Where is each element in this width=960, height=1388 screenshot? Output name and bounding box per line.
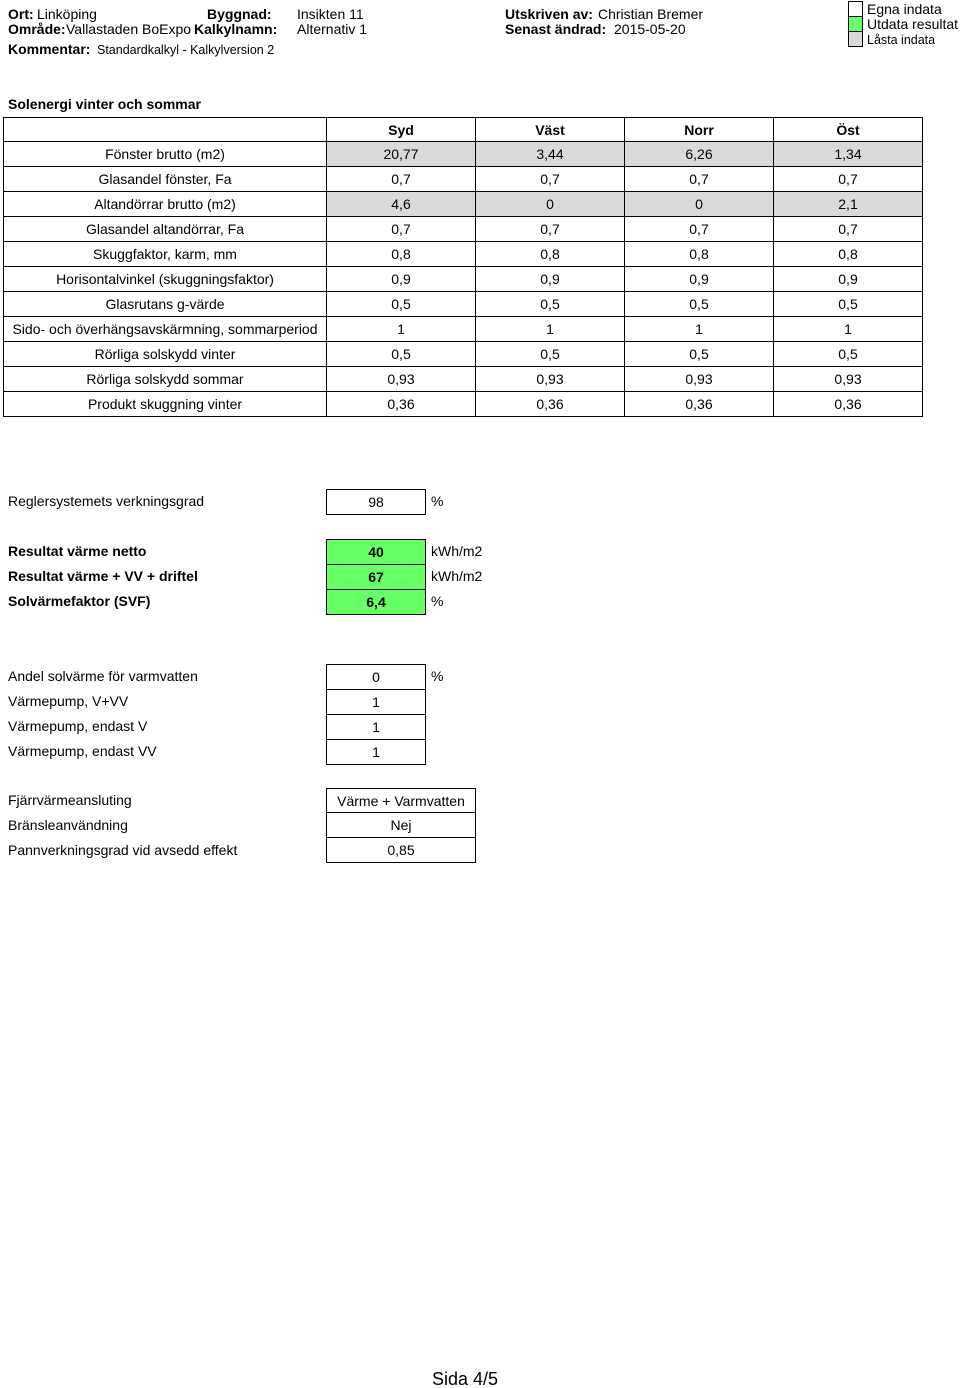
value-cell-syd: 0,7 (327, 167, 476, 192)
district-heating-value: Värme + Varmvatten (326, 788, 476, 814)
value-cell-vast: 0,5 (476, 342, 625, 367)
table-row (4, 242, 923, 267)
control-efficiency-label: Reglersystemets verkningsgrad (8, 493, 205, 509)
location-label: Ort: (8, 6, 34, 22)
value-cell-syd: 0,8 (327, 242, 476, 267)
heat-pump-vv-only-label: Värmepump, endast VV (8, 743, 157, 759)
heat-pump-v-only-value: 1 (326, 714, 426, 740)
legend-label-own-input: Egna indata (867, 1, 942, 17)
result-solar-factor-value: 6,4 (326, 589, 426, 615)
table-row (4, 217, 923, 242)
printed-by-label: Utskriven av: (505, 6, 593, 22)
area-value: Vallastaden BoExpo (66, 21, 192, 37)
value-cell-norr: 0,7 (625, 167, 774, 192)
solar-orientation-table (3, 117, 923, 417)
value-cell-ost: 0,5 (774, 342, 923, 367)
table-row (4, 292, 923, 317)
boiler-efficiency-value: 0,85 (326, 837, 476, 863)
building-value: Insikten 11 (297, 6, 364, 22)
comment-label: Kommentar: (8, 41, 91, 57)
table-header-row (4, 118, 923, 142)
page-number: Sida 4/5 (432, 1369, 499, 1388)
building-label: Byggnad: (207, 6, 272, 22)
row-label: Sido- och överhängsavskärmning, sommarperiod (4, 317, 327, 342)
value-cell-syd: 0,9 (327, 267, 476, 292)
column-header-ost: Öst (774, 118, 923, 142)
area-label: Område: (8, 21, 66, 37)
printed-by-value: Christian Bremer (598, 6, 704, 22)
boiler-efficiency-label: Pannverkningsgrad vid avsedd effekt (8, 842, 238, 858)
section-title: Solenergi vinter och sommar (8, 96, 201, 112)
heat-pump-v-only-label: Värmepump, endast V (8, 718, 148, 734)
value-cell-syd: 0,36 (327, 392, 476, 417)
row-label: Glasrutans g-värde (4, 292, 327, 317)
value-cell-vast: 0,7 (476, 167, 625, 192)
row-label: Glasandel fönster, Fa (4, 167, 327, 192)
calculation-name-value: Alternativ 1 (297, 21, 368, 37)
legend-swatch-output (848, 16, 863, 32)
value-cell-vast: 3,44 (476, 142, 625, 167)
value-cell-vast: 1 (476, 317, 625, 342)
value-cell-ost: 0,5 (774, 292, 923, 317)
value-cell-ost: 0,93 (774, 367, 923, 392)
value-cell-syd: 0,93 (327, 367, 476, 392)
column-header-vast: Väst (476, 118, 625, 142)
value-cell-syd: 1 (327, 317, 476, 342)
value-cell-ost: 0,9 (774, 267, 923, 292)
legend-swatch-locked-input (848, 31, 863, 47)
table-corner-cell (4, 118, 327, 142)
row-label: Altandörrar brutto (m2) (4, 192, 327, 217)
result-solar-factor-label: Solvärmefaktor (SVF) (8, 593, 151, 609)
row-label: Glasandel altandörrar, Fa (4, 217, 327, 242)
value-cell-vast: 0,93 (476, 367, 625, 392)
result-heat-net-label: Resultat värme netto (8, 543, 147, 559)
value-cell-norr: 0 (625, 192, 774, 217)
control-efficiency-unit: % (431, 493, 444, 509)
value-cell-norr: 0,7 (625, 217, 774, 242)
value-cell-vast: 0,36 (476, 392, 625, 417)
table-row (4, 342, 923, 367)
legend-label-output: Utdata resultat (867, 16, 959, 32)
row-label: Horisontalvinkel (skuggningsfaktor) (4, 267, 327, 292)
control-efficiency-value: 98 (326, 489, 426, 515)
table-row (4, 267, 923, 292)
result-heat-total-value: 67 (326, 564, 426, 590)
value-cell-syd: 4,6 (327, 192, 476, 217)
row-label: Fönster brutto (m2) (4, 142, 327, 167)
table-row (4, 392, 923, 417)
value-cell-norr: 0,36 (625, 392, 774, 417)
calculation-name-label: Kalkylnamn: (194, 21, 278, 37)
row-label: Rörliga solskydd sommar (4, 367, 327, 392)
location-value: Linköping (37, 6, 97, 22)
value-cell-norr: 6,26 (625, 142, 774, 167)
value-cell-vast: 0,5 (476, 292, 625, 317)
value-cell-ost: 0,8 (774, 242, 923, 267)
result-heat-total-label: Resultat värme + VV + driftel (8, 568, 198, 584)
solar-hot-water-share-label: Andel solvärme för varmvatten (8, 668, 198, 684)
legend-label-locked-input: Låsta indata (867, 33, 936, 47)
value-cell-norr: 0,9 (625, 267, 774, 292)
value-cell-norr: 0,5 (625, 292, 774, 317)
value-cell-vast: 0,9 (476, 267, 625, 292)
legend-swatch-own-input (848, 1, 863, 17)
heat-pump-v-vv-label: Värmepump, V+VV (8, 693, 129, 709)
result-heat-total-unit: kWh/m2 (431, 568, 483, 584)
result-heat-net-unit: kWh/m2 (431, 543, 483, 559)
column-header-norr: Norr (625, 118, 774, 142)
row-label: Skuggfaktor, karm, mm (4, 242, 327, 267)
table-row (4, 142, 923, 167)
result-solar-factor-unit: % (431, 593, 444, 609)
value-cell-syd: 20,77 (327, 142, 476, 167)
table-body (4, 142, 923, 417)
row-label: Produkt skuggning vinter (4, 392, 327, 417)
value-cell-ost: 1,34 (774, 142, 923, 167)
heat-pump-v-vv-value: 1 (326, 689, 426, 715)
last-modified-value: 2015-05-20 (614, 21, 686, 37)
table-row (4, 367, 923, 392)
value-cell-norr: 0,93 (625, 367, 774, 392)
value-cell-ost: 1 (774, 317, 923, 342)
value-cell-syd: 0,5 (327, 292, 476, 317)
value-cell-ost: 2,1 (774, 192, 923, 217)
fuel-usage-value: Nej (326, 812, 476, 838)
value-cell-norr: 1 (625, 317, 774, 342)
comment-value: Standardkalkyl - Kalkylversion 2 (97, 43, 275, 57)
value-cell-vast: 0 (476, 192, 625, 217)
value-cell-ost: 0,36 (774, 392, 923, 417)
column-header-syd: Syd (327, 118, 476, 142)
heat-pump-vv-only-value: 1 (326, 739, 426, 765)
value-cell-ost: 0,7 (774, 167, 923, 192)
table-row (4, 192, 923, 217)
last-modified-label: Senast ändrad: (505, 21, 607, 37)
row-label: Rörliga solskydd vinter (4, 342, 327, 367)
value-cell-norr: 0,5 (625, 342, 774, 367)
value-cell-syd: 0,7 (327, 217, 476, 242)
table-row (4, 167, 923, 192)
value-cell-norr: 0,8 (625, 242, 774, 267)
value-cell-ost: 0,7 (774, 217, 923, 242)
table-row (4, 317, 923, 342)
value-cell-vast: 0,8 (476, 242, 625, 267)
result-heat-net-value: 40 (326, 539, 426, 565)
fuel-usage-label: Bränsleanvändning (8, 817, 128, 833)
value-cell-syd: 0,5 (327, 342, 476, 367)
district-heating-label: Fjärrvärmeansluting (8, 792, 132, 808)
solar-hot-water-share-value: 0 (326, 664, 426, 690)
value-cell-vast: 0,7 (476, 217, 625, 242)
solar-hot-water-share-unit: % (431, 668, 444, 684)
